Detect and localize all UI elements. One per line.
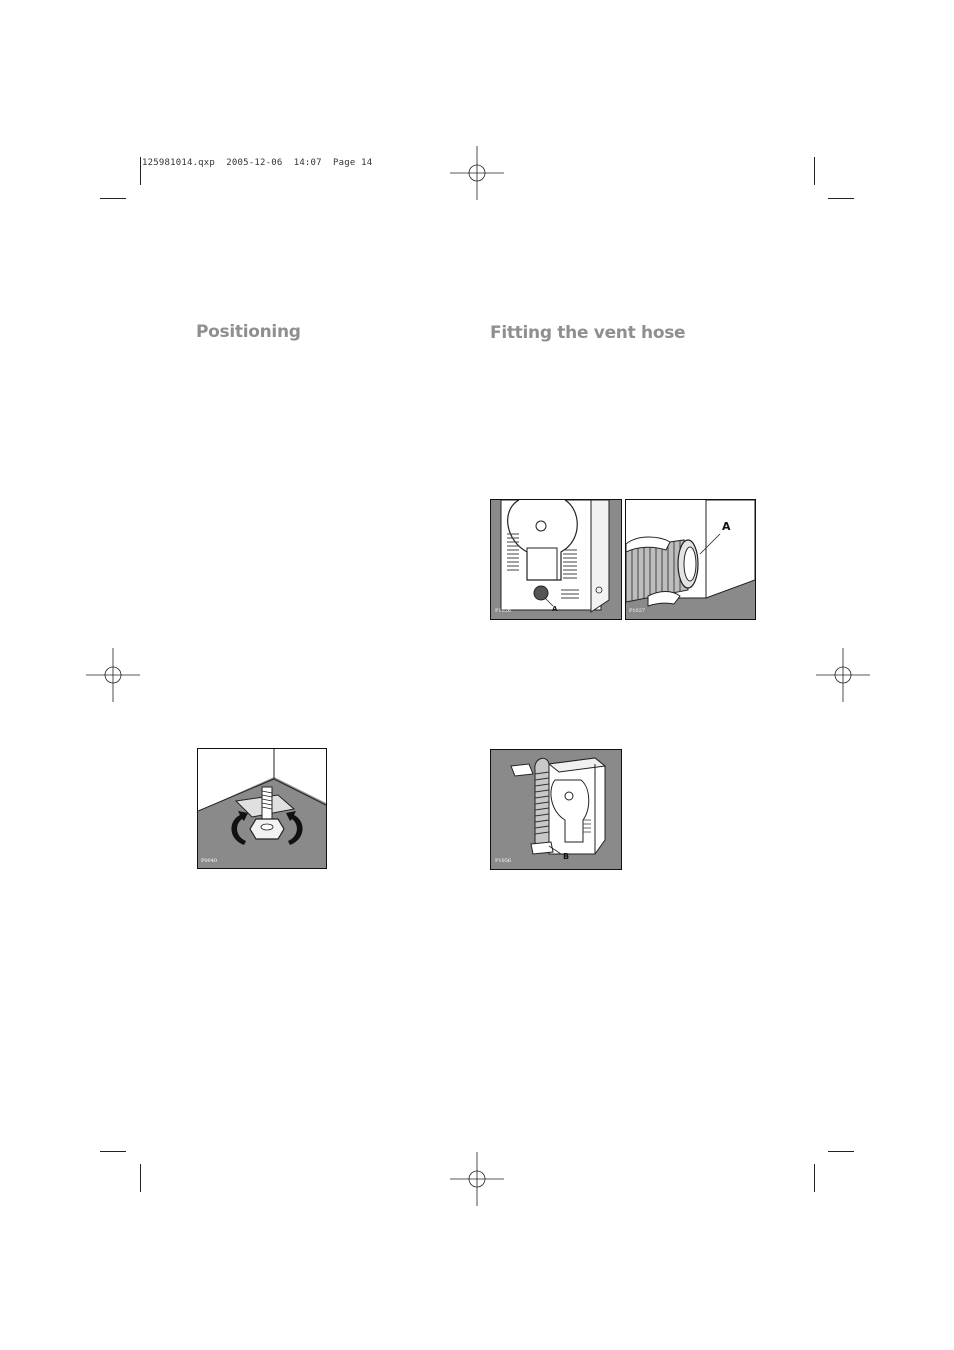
crop-mark — [814, 157, 815, 185]
registration-mark-top — [450, 146, 504, 200]
figure-adjustable-foot — [197, 748, 327, 869]
adjustable-foot-illustration — [198, 749, 326, 868]
figure-hose-routing — [490, 749, 622, 870]
figure-dryer-back — [490, 499, 622, 620]
figure-code: P1027 — [629, 608, 646, 614]
crop-mark — [100, 198, 126, 199]
crop-mark — [140, 157, 141, 185]
dryer-back-illustration — [491, 500, 621, 619]
figure-code: P0040 — [201, 858, 218, 864]
crop-mark — [814, 1164, 815, 1192]
figure-code: P1056 — [495, 858, 512, 864]
crop-mark — [140, 1164, 141, 1192]
registration-mark-left — [86, 648, 140, 702]
section-heading-positioning: Positioning — [196, 322, 301, 342]
figure-code: P1026 — [495, 608, 512, 614]
registration-mark-bottom — [450, 1152, 504, 1206]
registration-mark-right — [816, 648, 870, 702]
callout-label: A — [552, 605, 558, 613]
print-slug: 125981014.qxp 2005-12-06 14:07 Page 14 — [142, 158, 373, 168]
callout-label: A — [722, 520, 731, 533]
callout-label: B — [563, 852, 570, 861]
crop-mark — [828, 198, 854, 199]
attach-hose-illustration — [626, 500, 755, 619]
crop-mark — [828, 1151, 854, 1152]
figure-attach-hose — [625, 499, 756, 620]
section-heading-vent-hose: Fitting the vent hose — [490, 323, 686, 343]
hose-routing-illustration — [491, 750, 621, 869]
crop-mark — [100, 1151, 126, 1152]
